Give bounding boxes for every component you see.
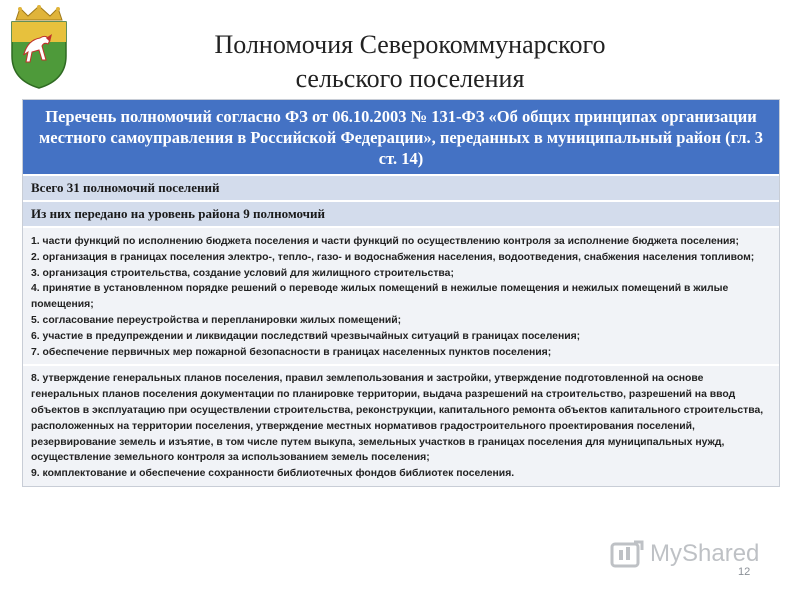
- watermark-logo-icon: [610, 538, 646, 572]
- page-title: [140, 28, 680, 96]
- row-total-powers: Всего 31 полномочий поселений: [23, 176, 779, 202]
- list-item: 5. согласование переустройства и перепланировки жилых помещений;: [31, 314, 402, 326]
- row-transferred-powers: Из них передано на уровень района 9 полномочий: [23, 202, 779, 228]
- list-item: 3. организация строительства, создание условий для жилищного строительства;: [31, 267, 454, 279]
- list-item: 2. организация в границах поселения электро-, тепло-, газо- и водоснабжения населения, водоотведения, снабжения населения топливом;: [31, 251, 755, 263]
- table-header: Перечень полномочий согласно ФЗ от 06.10.2003 № 131-ФЗ «Об общих принципах организации местного самоуправления в Российской Федерации», переданных в муниципальный район (гл. 3 ст. 14): [23, 100, 779, 176]
- list-item: 6. участие в предупреждении и ликвидации последствий чрезвычайных ситуаций в границах поселения;: [31, 330, 581, 342]
- watermark-text: MyShared: [650, 540, 760, 567]
- powers-table: [22, 99, 780, 487]
- page-number: 12: [738, 566, 751, 578]
- powers-list-part-1: [23, 228, 779, 366]
- powers-list-part-2: [23, 366, 779, 486]
- list-item: 8. утверждение генеральных планов поселения, правил землепользования и застройки, утверждение подготовленной на основе генеральных планов поселения документации по планировке территории, выдача разрешений на строительство, разрешений на ввод объектов в эксплуатацию при осуществлении строительства, реконструкции, капитального ремонта объектов капитального строительства, расположенных на территории поселения, утверждение местных нормативов градостроительного проектирования поселений, резервирование земель и изъятие, в том числе путем выкупа, земельных участков в границах поселения для муниципальных нужд, осуществление земельного контроля за использованием земель поселения;: [31, 373, 764, 464]
- list-item: 9. комплектование и обеспечение сохранности библиотечных фондов библиотек поселения.: [31, 468, 515, 480]
- coat-of-arms-icon: [6, 4, 72, 90]
- list-item: 1. части функций по исполнению бюджета поселения и части функций по осуществлению контроля за исполнение бюджета поселения;: [31, 236, 739, 247]
- list-item: 7. обеспечение первичных мер пожарной безопасности в границах населенных пунктов поселения;: [31, 346, 552, 358]
- title-line-2: сельского поселения: [295, 64, 525, 93]
- list-item: 4. принятие в установленном порядке решений о переводе жилых помещений в нежилые помещения и нежилых помещений в жилые помещения;: [31, 283, 729, 311]
- title-line-1: Полномочия Северокоммунарского: [214, 30, 606, 59]
